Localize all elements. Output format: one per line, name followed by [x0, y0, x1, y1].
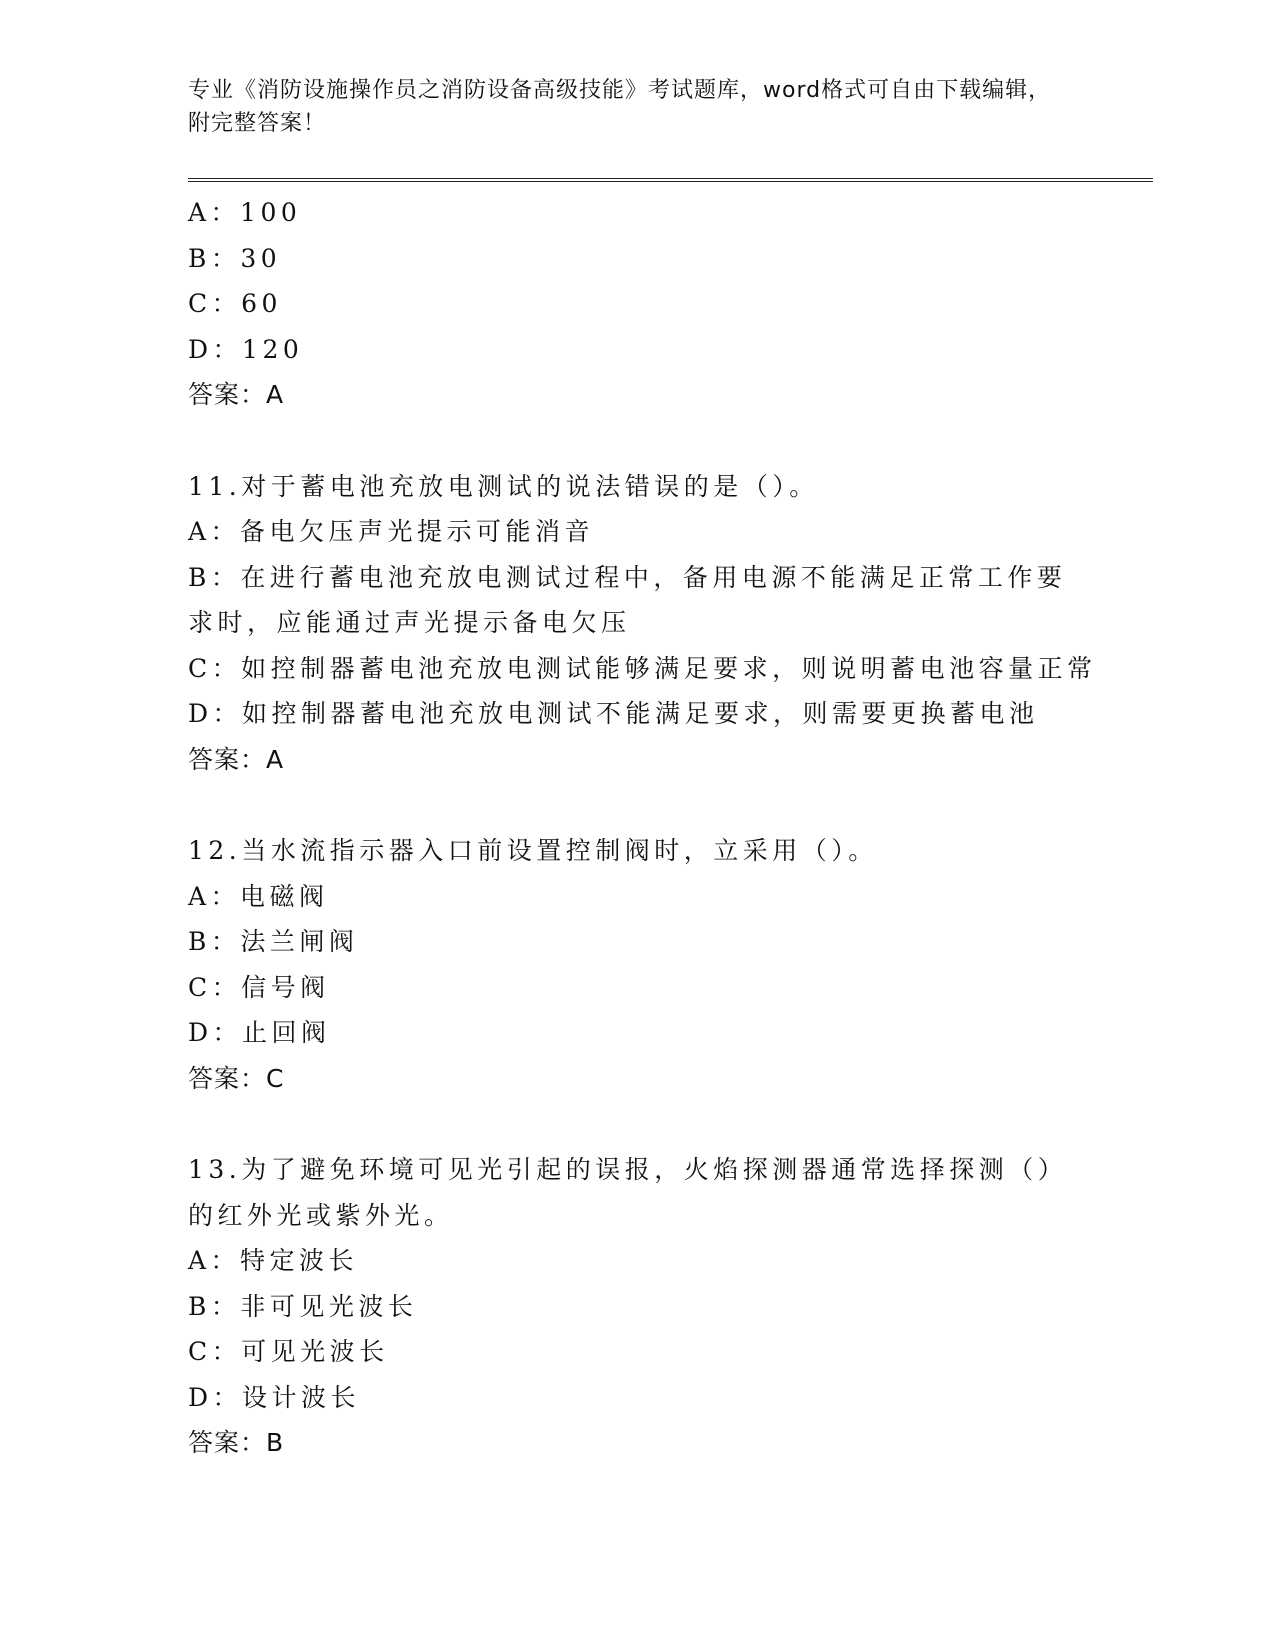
- document-header: 专业《消防设施操作员之消防设备高级技能》考试题库，word格式可自由下载编辑，附完整答案！: [188, 78, 1052, 136]
- previous-question-options: [188, 190, 1153, 418]
- question-11: [188, 464, 1153, 783]
- option-d: D：120: [188, 334, 304, 364]
- option-b: B：非可见光波长: [188, 1291, 418, 1321]
- option-a: A：备电欠压声光提示可能消音: [188, 517, 595, 546]
- option-c: C：如控制器蓄电池充放电测试能够满足要求，则说明蓄电池容量正常: [188, 653, 1097, 683]
- document-page: [188, 74, 1153, 1466]
- option-d: D：如控制器蓄电池充放电测试不能满足要求，则需要更换蓄电池: [188, 699, 1039, 728]
- question-stem: 11.对于蓄电池充放电测试的说法错误的是（）。: [188, 471, 819, 501]
- option-c: C：60: [188, 289, 282, 318]
- option-c: C：可见光波长: [188, 1337, 389, 1366]
- answer-line: 答案：A: [188, 744, 285, 774]
- option-b: B：在进行蓄电池充放电测试过程中，备用电源不能满足正常工作要求时，应能通过声光提示备电欠压: [188, 562, 1067, 637]
- question-stem: 12.当水流指示器入口前设置控制阀时，立采用（）。: [188, 836, 878, 865]
- option-c: C：信号阀: [188, 972, 330, 1002]
- option-a: A：特定波长: [188, 1246, 359, 1275]
- question-stem: 13.为了避免环境可见光引起的误报，火焰探测器通常选择探测（）的红外光或紫外光。: [188, 1155, 1068, 1230]
- option-d: D：止回阀: [188, 1018, 331, 1047]
- answer-line: 答案：C: [188, 1063, 285, 1093]
- question-12: [188, 828, 1153, 1101]
- option-a: A：电磁阀: [188, 881, 329, 911]
- option-a: A：100: [188, 198, 302, 227]
- option-b: B：法兰闸阀: [188, 927, 359, 956]
- option-b: B：30: [188, 243, 282, 273]
- question-13: [188, 1147, 1153, 1466]
- header-divider: [188, 178, 1153, 182]
- answer-line: 答案：A: [188, 380, 285, 409]
- option-d: D：设计波长: [188, 1382, 361, 1412]
- answer-line: 答案：B: [188, 1428, 285, 1457]
